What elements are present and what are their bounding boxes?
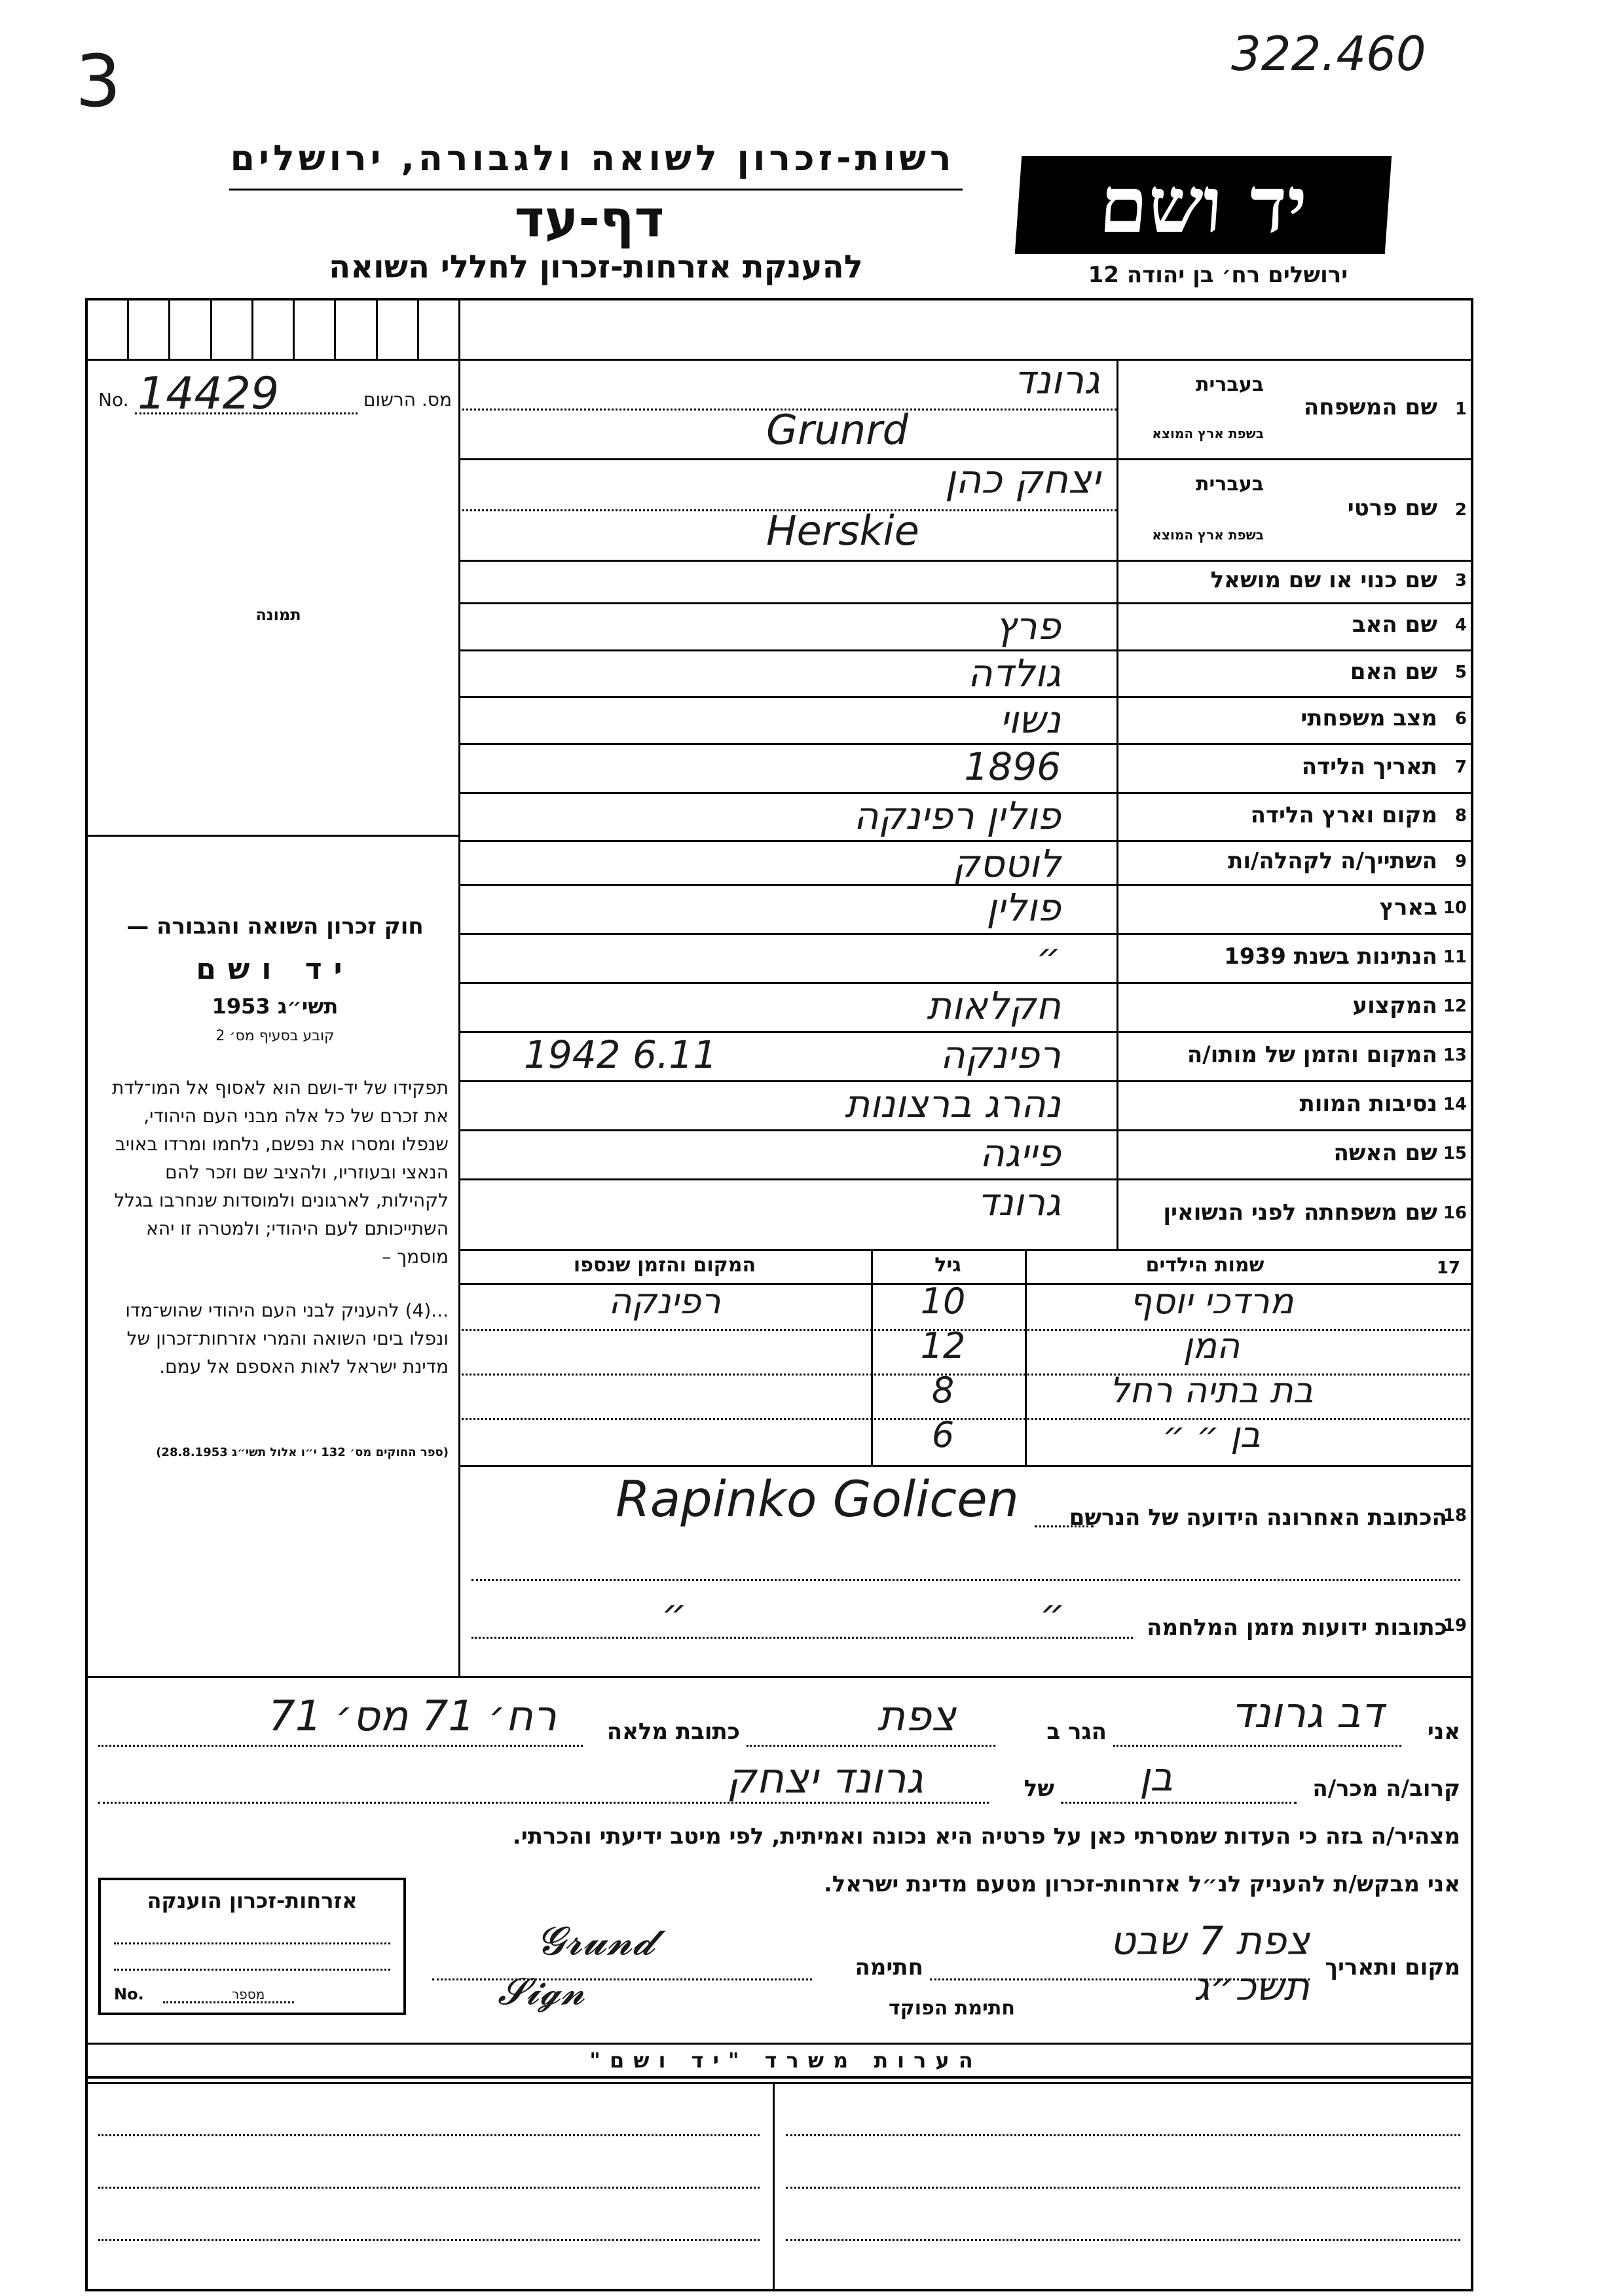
child-name: בת בתיה רחל (1109, 1370, 1314, 1411)
registration-no-label: No. (98, 389, 129, 410)
yad-vashem-logo (1015, 156, 1392, 254)
field-value-date: 1942 6.11 (524, 1032, 718, 1077)
field-number: 11 (1443, 947, 1467, 967)
law-paragraph-2: ...(4) להעניק לבני העם היהודי שהוש־מדו ונפלו ביםי השואה והמרי אזרחות־זכרון של מדינת ישראל לאות האספם אל עמם. (125, 1300, 449, 1377)
logo-address: ירושלים רח׳ בן יהודה 12 (1088, 262, 1348, 288)
field-label: שם כנוי או שם מושאל (1210, 566, 1437, 593)
child-age: 6 (931, 1414, 955, 1455)
field-number: 1 (1454, 399, 1467, 419)
war-address-num: 19 (1443, 1616, 1467, 1635)
of-label: של (1024, 1776, 1054, 1802)
field-value: רפינקה (940, 1032, 1061, 1077)
children-col-names: שמות הילדים (1145, 1254, 1264, 1277)
field-number: 6 (1454, 709, 1467, 729)
law-year: תשי״ג 1953 (212, 994, 339, 1019)
full-address-value: רח׳ 71 מס׳ 71 (268, 1692, 557, 1741)
field-value: ״ (1036, 934, 1061, 979)
photo-label: תמונה (255, 606, 301, 624)
grant-box-number-label: מספר (232, 1986, 265, 2002)
war-address-label: כתובות ידועות מזמן המלחמה (1147, 1614, 1447, 1641)
law-source: (ספר החוקים מס׳ 132 י״ו אלול תשי״ג 28.8.1953) (156, 1446, 449, 1459)
field-row-divider (458, 560, 1473, 562)
field-number: 7 (1454, 757, 1467, 777)
grant-box-title: אזרחות-זכרון הוענקה (147, 1888, 358, 1913)
declaration-text: מצהיר/ה בזה כי העדות שמסרתי כאן על פרטיה היא נכונה ואמיתית, לפי מיטב ידיעתי והכרתי. (512, 1823, 1460, 1850)
field-value: פייגה (980, 1131, 1061, 1175)
field-value: יצחק כהן (944, 457, 1100, 503)
field-number: 12 (1443, 996, 1467, 1016)
declarant-name: דב גרונד (1231, 1689, 1384, 1738)
grant-box-no-label: No. (114, 1985, 144, 2003)
field-label: שם האב (1352, 611, 1437, 638)
field-value: פולין (986, 885, 1061, 930)
relation-label: קרוב/ה מכר/ה (1312, 1776, 1460, 1802)
field-label: שם האם (1350, 658, 1437, 685)
place-date-label: מקום ותאריך (1325, 1954, 1460, 1980)
field-number: 14 (1443, 1094, 1467, 1114)
field-value: פולין רפינקה (853, 793, 1061, 838)
field-sublabel-origin: בשפת ארץ המוצא (1152, 527, 1264, 543)
field-label: השתייך/ה לקהלה/ות (1228, 847, 1437, 874)
field-number: 9 (1454, 851, 1467, 871)
logo-text: יד ושם (1096, 159, 1310, 250)
grant-box (98, 1878, 406, 2015)
field-label: שם האשה (1333, 1139, 1437, 1166)
war-address-value: ״ ״ (661, 1591, 1236, 1637)
field-sublabel-origin: בשפת ארץ המוצא (1152, 426, 1264, 441)
field-value: נהרג ברצונות (845, 1082, 1061, 1126)
field-number: 2 (1454, 500, 1467, 520)
field-value-origin: Grunrd (766, 406, 908, 454)
signature-scribble: 𝓖𝓻𝓾𝓷𝓭 (537, 1918, 655, 1964)
children-col-age: גיל (934, 1254, 961, 1277)
signature-label: חתימה (855, 1954, 923, 1980)
child-age: 8 (931, 1370, 955, 1411)
declarant-city: צפת (877, 1692, 956, 1741)
child-age: 12 (920, 1325, 966, 1366)
field-label: מקום וארץ הלידה (1250, 801, 1437, 828)
last-address-value: Rapinko Golicen (616, 1470, 1019, 1528)
field-number: 4 (1454, 615, 1467, 635)
archive-number: 322.460 (1231, 26, 1426, 81)
field-label: בארץ (1379, 894, 1437, 920)
relation-value: בן (1139, 1755, 1173, 1800)
child-name: בן ״ ״ (1162, 1414, 1261, 1455)
field-value: גרונד (1014, 357, 1100, 403)
authority-title: רשות-זכרון לשואה ולגבורה, ירושלים (230, 137, 955, 179)
field-number: 3 (1454, 570, 1467, 591)
child-place: רפינקה (608, 1281, 721, 1322)
field-value: פרץ (995, 604, 1061, 648)
registration-value: 14429 (138, 368, 280, 420)
form-purpose: להענקת אזרחות-זכרון לחללי השואה (329, 249, 863, 285)
field-value: גרונד (977, 1180, 1061, 1224)
office-notes-title: הערות משרד "יד ושם" (589, 2048, 982, 2073)
full-address-label: כתובת מלאה (606, 1719, 740, 1745)
law-paragraph-1: תפקידו של יד-ושם הוא לאסוף אל המו־לדת את זכרם של כל אלה מבני העם היהודי, שנפלו ומסרו את נפשם, נלחמו ומרדו באויב הנאצי ובעוזריו, ולהציב שם וזכר להם לקהילות, לארגונים ולמוסדות שנחרבו בגלל השתייכותם לעם היהודי; ולמטרה זו יהא מוסמך – (111, 1077, 449, 1267)
registration-row (98, 368, 452, 420)
field-label: שם פרטי (1347, 494, 1437, 521)
officer-signature-scribble: 𝓢𝓲𝓰𝓷 (498, 1971, 585, 2013)
field-value: 1896 (964, 744, 1061, 789)
field-number: 5 (1454, 662, 1467, 682)
of-name: גרונד יצחק (726, 1755, 923, 1803)
registration-label: מס. הרשום (363, 389, 452, 410)
last-address-label: הכתובת האחרונה הידועה של הנרשם (1069, 1504, 1447, 1531)
top-tick-boxes (88, 300, 458, 359)
field-number: 16 (1443, 1203, 1467, 1223)
field-label: הנתינות בשנת 1939 (1224, 943, 1437, 970)
last-address-num: 18 (1443, 1506, 1467, 1525)
child-name: מרדכי יוסף (1129, 1281, 1294, 1322)
field-label: שם משפחתה לפני הנשואין (1163, 1199, 1437, 1226)
field-value: נשוי (999, 697, 1061, 742)
law-title: חוק זכרון השואה והגבורה — (126, 913, 424, 939)
corner-number: 3 (75, 39, 121, 123)
place-date-value: צפת 7 שבט תשכ״ג (1110, 1918, 1310, 2010)
field-value: לוטסק (952, 841, 1061, 886)
field-number: 15 (1443, 1143, 1467, 1163)
field-label: המקום והזמן של מותו/ה (1187, 1041, 1437, 1068)
field-value-origin: Herskie (766, 506, 919, 555)
field-sublabel-hebrew: בעברית (1196, 473, 1264, 496)
field-label: שם המשפחה (1303, 394, 1437, 420)
field-label: נסיבות המוות (1299, 1090, 1437, 1117)
children-col-place: המקום והזמן שנספו (573, 1254, 756, 1277)
field-value: גולדה (967, 651, 1061, 695)
law-name: יד ושם (196, 953, 354, 986)
field-label: מצב משפחתי (1301, 705, 1437, 731)
form-name: דף-עד (514, 190, 665, 249)
field-label: המקצוע (1352, 992, 1437, 1019)
resides-label: הגר ב (1046, 1719, 1107, 1745)
field-sublabel-hebrew: בעברית (1196, 373, 1264, 396)
field-number: 8 (1454, 805, 1467, 826)
declarant-i-label: אני (1427, 1719, 1460, 1745)
field-value: חקלאות (927, 983, 1061, 1028)
request-text: אני מבקש/ת להעניק לנ״ל אזרחות-זכרון מטעם מדינת ישראל. (823, 1871, 1460, 1897)
child-age: 10 (920, 1281, 966, 1322)
child-name: המן (1183, 1325, 1240, 1366)
officer-signature-label: חתימת הפוקד (889, 1997, 1015, 2020)
field-number: 10 (1443, 898, 1467, 918)
children-num: 17 (1436, 1258, 1460, 1278)
notes-frame-bottom (85, 2079, 1473, 2291)
law-clause: קובע בסעיף מס׳ 2 (215, 1028, 335, 1044)
field-label: תאריך הלידה (1301, 753, 1437, 780)
field-number: 13 (1443, 1045, 1467, 1065)
